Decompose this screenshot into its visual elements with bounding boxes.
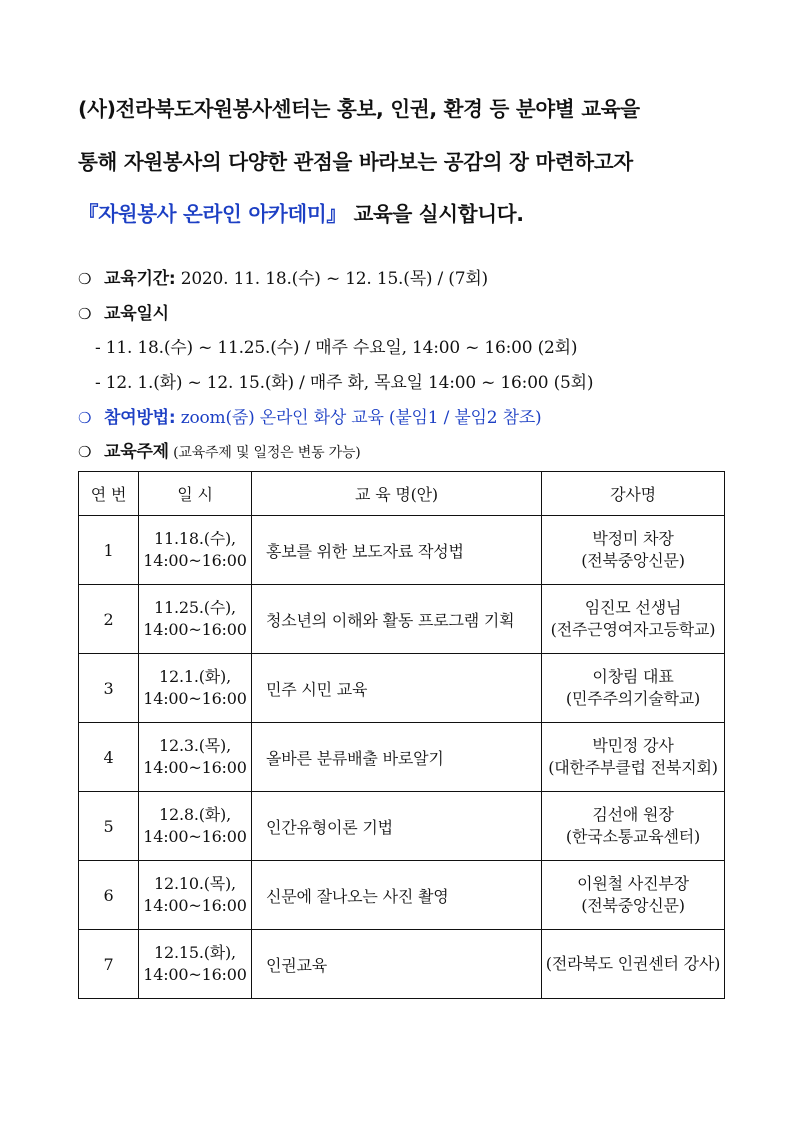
header-instructor: 강사명 bbox=[542, 472, 725, 516]
topics-note: (교육주제 및 일정은 변동 가능) bbox=[168, 445, 361, 461]
topics-item bbox=[78, 437, 361, 462]
table-header-row bbox=[79, 472, 725, 516]
row-instructor-name: 박정미 차장 bbox=[592, 529, 674, 548]
row-title: 청소년의 이해와 활동 프로그램 기획 bbox=[252, 585, 542, 654]
row-date bbox=[139, 930, 252, 999]
row-title: 인권교육 bbox=[252, 930, 542, 999]
row-no: 3 bbox=[79, 654, 139, 723]
row-title: 인간유형이론 기법 bbox=[252, 792, 542, 861]
row-instructor-name: 박민정 강사 bbox=[592, 736, 674, 755]
row-instructor-org: (민주주의기술학교) bbox=[565, 689, 701, 708]
row-instructor-org: (대한주부클럽 전북지회) bbox=[548, 758, 718, 777]
row-no: 2 bbox=[79, 585, 139, 654]
row-instructor bbox=[542, 723, 725, 792]
row-date-day: 12.1.(화), bbox=[159, 667, 231, 686]
row-instructor-name: (전라북도 인권센터 강사) bbox=[545, 954, 721, 973]
intro-line-2: 통해 자원봉사의 다양한 관점을 바라보는 공감의 장 마련하고자 bbox=[78, 150, 633, 174]
period-value: 2020. 11. 18.(수) ~ 12. 15.(목) / (7회) bbox=[175, 269, 488, 289]
row-title: 올바른 분류배출 바로알기 bbox=[252, 723, 542, 792]
row-date bbox=[139, 861, 252, 930]
period-item bbox=[78, 264, 488, 289]
row-instructor-name: 이창림 대표 bbox=[592, 667, 674, 686]
table-row bbox=[79, 654, 725, 723]
row-date bbox=[139, 516, 252, 585]
row-date-day: 12.15.(화), bbox=[154, 943, 236, 962]
table-row bbox=[79, 861, 725, 930]
row-date-time: 14:00~16:00 bbox=[143, 896, 247, 915]
row-instructor-name: 김선애 원장 bbox=[592, 805, 674, 824]
table-row bbox=[79, 930, 725, 999]
row-instructor-name: 이원철 사진부장 bbox=[577, 874, 689, 893]
table-row bbox=[79, 792, 725, 861]
row-instructor bbox=[542, 516, 725, 585]
row-instructor-org: (전주근영여자고등학교) bbox=[550, 620, 716, 639]
topics-label: 교육주제 bbox=[104, 442, 169, 462]
intro-line-3-rest: 교육을 실시합니다. bbox=[346, 202, 524, 226]
row-date-day: 11.25.(수), bbox=[154, 598, 236, 617]
academy-title: 『자원봉사 온라인 아카데미』 bbox=[78, 202, 347, 226]
row-instructor-org: (한국소통교육센터) bbox=[565, 827, 701, 846]
row-date bbox=[139, 723, 252, 792]
row-date-day: 12.8.(화), bbox=[159, 805, 231, 824]
row-no: 6 bbox=[79, 861, 139, 930]
table-row bbox=[79, 516, 725, 585]
table-row bbox=[79, 585, 725, 654]
education-schedule-table bbox=[78, 471, 725, 999]
row-date-time: 14:00~16:00 bbox=[143, 551, 247, 570]
header-no: 연 번 bbox=[79, 472, 139, 516]
intro-line-3 bbox=[78, 197, 738, 227]
schedule-item bbox=[78, 299, 169, 324]
row-instructor-org: (전북중앙신문) bbox=[581, 551, 685, 570]
row-no: 1 bbox=[79, 516, 139, 585]
row-instructor bbox=[542, 861, 725, 930]
row-date-time: 14:00~16:00 bbox=[143, 689, 247, 708]
row-date-day: 11.18.(수), bbox=[154, 529, 236, 548]
row-date-time: 14:00~16:00 bbox=[143, 758, 247, 777]
header-date: 일 시 bbox=[139, 472, 252, 516]
circle-bullet-icon: ❍ bbox=[78, 270, 92, 288]
row-date bbox=[139, 585, 252, 654]
period-label: 교육기간: bbox=[104, 269, 176, 289]
row-date-day: 12.10.(목), bbox=[154, 874, 236, 893]
method-label: 참여방법: bbox=[104, 408, 176, 428]
header-title: 교 육 명(안) bbox=[252, 472, 542, 516]
row-date bbox=[139, 654, 252, 723]
row-instructor bbox=[542, 930, 725, 999]
row-no: 4 bbox=[79, 723, 139, 792]
row-instructor-name: 임진모 선생님 bbox=[584, 598, 682, 617]
method-item bbox=[78, 403, 541, 428]
row-no: 5 bbox=[79, 792, 139, 861]
method-value: zoom(줌) 온라인 화상 교육 (붙임1 / 붙임2 참조) bbox=[175, 408, 542, 428]
row-date-day: 12.3.(목), bbox=[159, 736, 231, 755]
schedule-line-2: - 12. 1.(화) ~ 12. 15.(화) / 매주 화, 목요일 14:00 ~ 16:00 (5회) bbox=[95, 373, 594, 393]
schedule-line-1: - 11. 18.(수) ~ 11.25.(수) / 매주 수요일, 14:00 ~ 16:00 (2회) bbox=[95, 338, 578, 358]
row-date-time: 14:00~16:00 bbox=[143, 965, 247, 984]
schedule-label: 교육일시 bbox=[104, 304, 169, 324]
circle-bullet-icon: ❍ bbox=[78, 305, 92, 323]
row-instructor bbox=[542, 654, 725, 723]
circle-bullet-icon: ❍ bbox=[78, 443, 92, 461]
row-title: 신문에 잘나오는 사진 촬영 bbox=[252, 861, 542, 930]
intro-line-1: (사)전라북도자원봉사센터는 홍보, 인권, 환경 등 분야별 교육을 bbox=[78, 97, 640, 121]
row-date-time: 14:00~16:00 bbox=[143, 620, 247, 639]
row-instructor bbox=[542, 585, 725, 654]
circle-bullet-icon: ❍ bbox=[78, 409, 92, 427]
row-instructor-org: (전북중앙신문) bbox=[581, 896, 685, 915]
row-title: 홍보를 위한 보도자료 작성법 bbox=[252, 516, 542, 585]
row-date-time: 14:00~16:00 bbox=[143, 827, 247, 846]
table-row bbox=[79, 723, 725, 792]
row-title: 민주 시민 교육 bbox=[252, 654, 542, 723]
row-date bbox=[139, 792, 252, 861]
row-instructor bbox=[542, 792, 725, 861]
row-no: 7 bbox=[79, 930, 139, 999]
